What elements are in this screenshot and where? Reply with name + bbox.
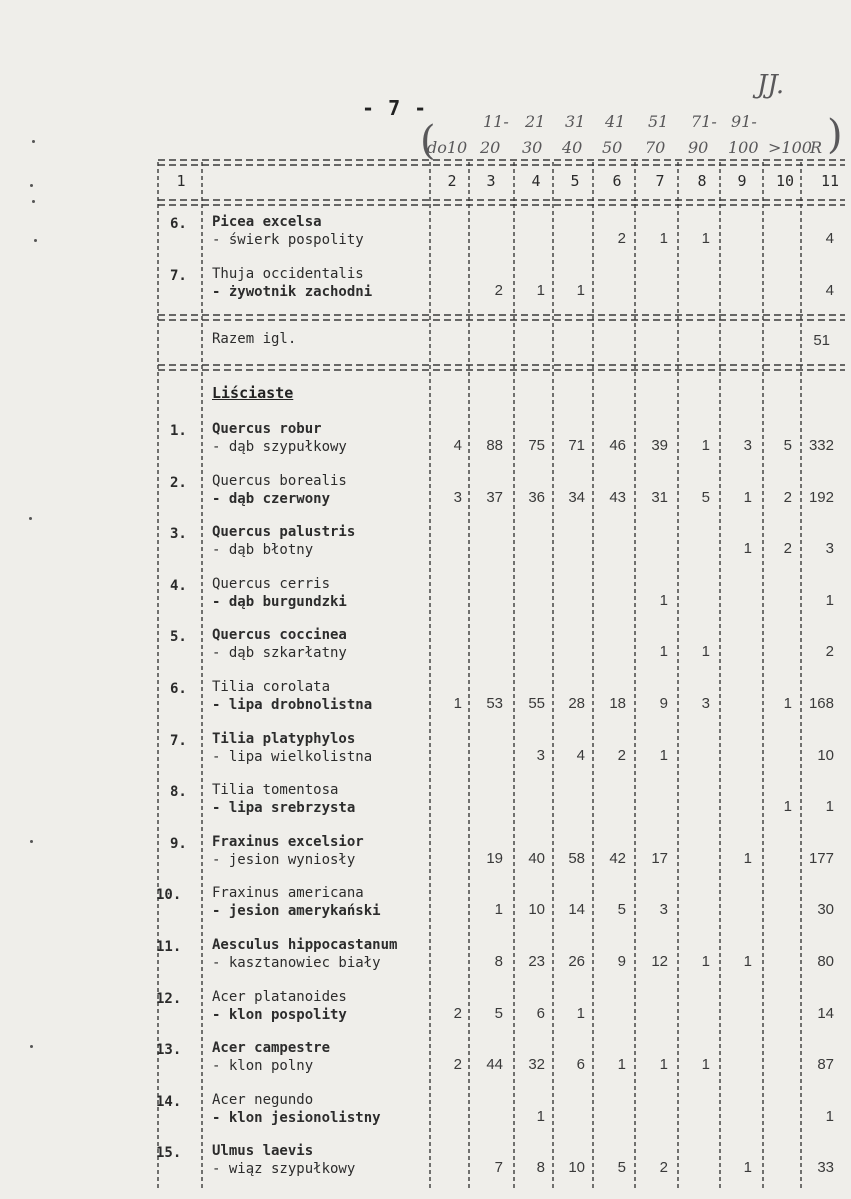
row-number: 4. bbox=[170, 577, 187, 594]
polish-name: - dąb szypułkowy bbox=[212, 439, 347, 455]
page-number: - 7 - bbox=[362, 96, 428, 120]
table-cell: 3 bbox=[536, 746, 545, 764]
table-cell: 2 bbox=[783, 540, 792, 558]
table-cell: 1 bbox=[743, 488, 752, 506]
class-label-bottom: 30 bbox=[522, 138, 543, 157]
table-cell: 44 bbox=[486, 1056, 503, 1074]
table-cell: 39 bbox=[651, 437, 668, 454]
table-cell: 1 bbox=[743, 1159, 752, 1177]
column-header: 9 bbox=[737, 172, 747, 190]
column-header: 3 bbox=[486, 172, 496, 190]
latin-name: Acer platanoides bbox=[212, 988, 347, 1005]
polish-name: - dąb szkarłatny bbox=[212, 645, 347, 662]
table-cell: 1 bbox=[743, 849, 752, 867]
table-cell: 5 bbox=[494, 1004, 503, 1022]
polish-name: - klon jesionolistny bbox=[212, 1109, 381, 1126]
table-cell: 40 bbox=[528, 849, 545, 867]
row-number: 2. bbox=[170, 474, 187, 491]
row-number: 8. bbox=[170, 784, 187, 801]
class-label-top: 21 bbox=[525, 112, 546, 131]
polish-name: - dąb błotny bbox=[212, 542, 314, 559]
table-cell: 42 bbox=[609, 849, 626, 867]
razem-label: Razem igl. bbox=[212, 331, 297, 347]
row-number: 5. bbox=[170, 629, 187, 646]
table-cell: 4 bbox=[453, 437, 462, 454]
polish-name: - świerk pospolity bbox=[212, 232, 364, 248]
table-cell: 2 bbox=[494, 282, 503, 299]
table-cell: 1 bbox=[494, 901, 503, 919]
table-cell: 1 bbox=[783, 798, 792, 816]
class-label-top: 31 bbox=[565, 112, 586, 131]
class-label-top: 51 bbox=[648, 112, 669, 131]
column-header: 2 bbox=[447, 172, 457, 190]
row-number: 1. bbox=[170, 423, 187, 439]
table-cell: 3 bbox=[701, 695, 710, 712]
table-cell: 19 bbox=[486, 849, 503, 867]
table-cell: 26 bbox=[568, 953, 585, 970]
polish-name: - lipa srebrzysta bbox=[212, 800, 356, 817]
polish-name: - wiąz szypułkowy bbox=[212, 1161, 356, 1178]
table-cell: 177 bbox=[808, 849, 834, 867]
polish-name: - żywotnik zachodni bbox=[212, 284, 373, 300]
table-cell: 5 bbox=[783, 437, 792, 454]
table-cell: 3 bbox=[825, 540, 834, 558]
table-cell: 2 bbox=[453, 1004, 462, 1022]
table-cell: 43 bbox=[609, 488, 626, 506]
table-cell: 10 bbox=[528, 901, 545, 919]
polish-name: - klon pospolity bbox=[212, 1006, 347, 1023]
table-cell: 46 bbox=[609, 437, 626, 454]
latin-name: Thuja occidentalis bbox=[212, 266, 364, 282]
polish-name: - jesion amerykański bbox=[212, 903, 381, 920]
latin-name: Picea excelsa bbox=[212, 214, 322, 230]
table-cell: 2 bbox=[453, 1056, 462, 1074]
table-cell: 1 bbox=[701, 1056, 710, 1074]
table-cell: 1 bbox=[743, 953, 752, 970]
table-cell: 88 bbox=[486, 437, 503, 454]
latin-name: Quercus coccinea bbox=[212, 627, 347, 644]
latin-name: Acer negundo bbox=[212, 1091, 314, 1108]
table-cell: 18 bbox=[609, 695, 626, 712]
table-cell: 1 bbox=[453, 695, 462, 712]
table-cell: 10 bbox=[817, 746, 834, 764]
table-cell: 192 bbox=[808, 488, 834, 506]
table-cell: 36 bbox=[528, 488, 545, 506]
column-header: 8 bbox=[697, 172, 707, 190]
latin-name: Quercus palustris bbox=[212, 524, 356, 541]
latin-name: Quercus cerris bbox=[212, 575, 331, 592]
row-number: 14. bbox=[156, 1093, 182, 1110]
polish-name: - lipa drobnolistna bbox=[212, 697, 373, 713]
table-cell: 80 bbox=[817, 953, 834, 970]
row-number: 6. bbox=[170, 216, 187, 232]
row-number: 7. bbox=[170, 732, 187, 749]
table-cell: 5 bbox=[701, 488, 710, 506]
column-header: 11 bbox=[820, 172, 840, 190]
column-header: 5 bbox=[570, 172, 580, 190]
table-cell: 5 bbox=[617, 1159, 626, 1177]
table-cell: 9 bbox=[659, 695, 668, 712]
latin-name: Tilia platyphylos bbox=[212, 730, 356, 747]
open-bracket: ( bbox=[420, 118, 436, 164]
table-cell: 1 bbox=[701, 437, 710, 454]
row-number: 10. bbox=[156, 887, 182, 904]
table-cell: 3 bbox=[743, 437, 752, 454]
table-cell: 75 bbox=[528, 437, 545, 454]
table-cell: 1 bbox=[825, 798, 834, 816]
razem-total: 51 bbox=[813, 332, 830, 349]
class-label-bottom: 50 bbox=[602, 138, 623, 157]
table-cell: 2 bbox=[659, 1159, 668, 1177]
table-cell: 55 bbox=[528, 695, 545, 712]
table-cell: 10 bbox=[568, 1159, 585, 1177]
table-cell: 53 bbox=[486, 695, 503, 712]
latin-name: Quercus borealis bbox=[212, 472, 347, 489]
column-header: 4 bbox=[531, 172, 541, 190]
polish-name: - dąb burgundzki bbox=[212, 593, 347, 610]
table-cell: 1 bbox=[536, 1107, 545, 1125]
polish-name: - dąb czerwony bbox=[212, 490, 331, 507]
column-header: 7 bbox=[655, 172, 665, 190]
table-cell: 4 bbox=[825, 282, 834, 299]
class-label-bottom: do10 bbox=[427, 138, 468, 157]
table-cell: 1 bbox=[825, 591, 834, 609]
table-cell: 168 bbox=[808, 695, 834, 712]
table-cell: 1 bbox=[659, 1056, 668, 1074]
table-cell: 1 bbox=[659, 230, 668, 247]
row-number: 6. bbox=[170, 681, 187, 697]
table-cell: 87 bbox=[817, 1056, 834, 1074]
class-label-bottom: 90 bbox=[688, 138, 709, 157]
table-cell: 4 bbox=[576, 746, 585, 764]
latin-name: Quercus robur bbox=[212, 421, 322, 437]
polish-name: - klon polny bbox=[212, 1058, 314, 1075]
table-cell: 1 bbox=[825, 1107, 834, 1125]
polish-name: - kasztanowiec biały bbox=[212, 955, 381, 971]
table-cell: 1 bbox=[659, 591, 668, 609]
column-header: 1 bbox=[176, 172, 186, 190]
table-cell: 23 bbox=[528, 953, 545, 970]
class-label-bottom: 70 bbox=[645, 138, 666, 157]
table-cell: 1 bbox=[659, 746, 668, 764]
table-cell: 1 bbox=[536, 282, 545, 299]
close-bracket: ) bbox=[827, 112, 843, 158]
section-title: Liściaste bbox=[212, 384, 294, 402]
table-cell: 6 bbox=[536, 1004, 545, 1022]
class-label-top: 71- bbox=[691, 112, 717, 131]
class-label-bottom: 100 bbox=[728, 138, 759, 157]
table-cell: 5 bbox=[617, 901, 626, 919]
table-cell: 71 bbox=[568, 437, 585, 454]
row-number: 11. bbox=[156, 939, 182, 955]
table-cell: 1 bbox=[783, 695, 792, 712]
row-number: 15. bbox=[156, 1145, 182, 1162]
table-cell: 31 bbox=[651, 488, 668, 506]
class-label-bottom: >100 bbox=[768, 138, 812, 157]
column-header: 10 bbox=[775, 172, 795, 190]
table-cell: 8 bbox=[494, 953, 503, 970]
column-header: 6 bbox=[612, 172, 622, 190]
table-cell: 8 bbox=[536, 1159, 545, 1177]
table-cell: 34 bbox=[568, 488, 585, 506]
table-cell: 33 bbox=[817, 1159, 834, 1177]
class-label-bottom: R bbox=[810, 138, 823, 157]
class-label-top: 11- bbox=[483, 112, 509, 131]
class-label-top: 91- bbox=[731, 112, 757, 131]
table-cell: 2 bbox=[783, 488, 792, 506]
table-cell: 1 bbox=[701, 643, 710, 661]
table-cell: 2 bbox=[617, 230, 626, 247]
table-cell: 37 bbox=[486, 488, 503, 506]
table-cell: 2 bbox=[617, 746, 626, 764]
row-number: 12. bbox=[156, 990, 182, 1007]
table-cell: 32 bbox=[528, 1056, 545, 1074]
table-cell: 1 bbox=[617, 1056, 626, 1074]
polish-name: - lipa wielkolistna bbox=[212, 748, 373, 765]
latin-name: Tilia corolata bbox=[212, 679, 331, 695]
table-cell: 1 bbox=[576, 1004, 585, 1022]
table-cell: 58 bbox=[568, 849, 585, 867]
table-cell: 30 bbox=[817, 901, 834, 919]
table-cell: 28 bbox=[568, 695, 585, 712]
latin-name: Aesculus hippocastanum bbox=[212, 937, 398, 953]
table-cell: 3 bbox=[453, 488, 462, 506]
table-cell: 9 bbox=[617, 953, 626, 970]
class-label-bottom: 40 bbox=[562, 138, 583, 157]
latin-name: Fraxinus excelsior bbox=[212, 833, 364, 850]
latin-name: Fraxinus americana bbox=[212, 885, 364, 902]
latin-name: Tilia tomentosa bbox=[212, 782, 339, 799]
row-number: 7. bbox=[170, 268, 187, 284]
table-cell: 1 bbox=[659, 643, 668, 661]
class-label-bottom: 20 bbox=[480, 138, 501, 157]
table-cell: 4 bbox=[825, 230, 834, 247]
table-cell: 6 bbox=[576, 1056, 585, 1074]
row-number: 9. bbox=[170, 835, 187, 852]
handwritten-initials: JJ. bbox=[757, 70, 785, 100]
row-number: 3. bbox=[170, 526, 187, 543]
table-cell: 17 bbox=[651, 849, 668, 867]
table-cell: 332 bbox=[808, 437, 834, 454]
table-cell: 1 bbox=[576, 282, 585, 299]
table-cell: 1 bbox=[743, 540, 752, 558]
table-cell: 14 bbox=[568, 901, 585, 919]
polish-name: - jesion wyniosły bbox=[212, 851, 356, 868]
latin-name: Ulmus laevis bbox=[212, 1143, 314, 1160]
table-cell: 3 bbox=[659, 901, 668, 919]
table-cell: 7 bbox=[494, 1159, 503, 1177]
row-number: 13. bbox=[156, 1042, 182, 1059]
table-cell: 12 bbox=[651, 953, 668, 970]
table-cell: 1 bbox=[701, 953, 710, 970]
table-cell: 2 bbox=[825, 643, 834, 661]
latin-name: Acer campestre bbox=[212, 1040, 331, 1057]
table-cell: 14 bbox=[817, 1004, 834, 1022]
class-label-top: 41 bbox=[605, 112, 626, 131]
table-cell: 1 bbox=[701, 230, 710, 247]
